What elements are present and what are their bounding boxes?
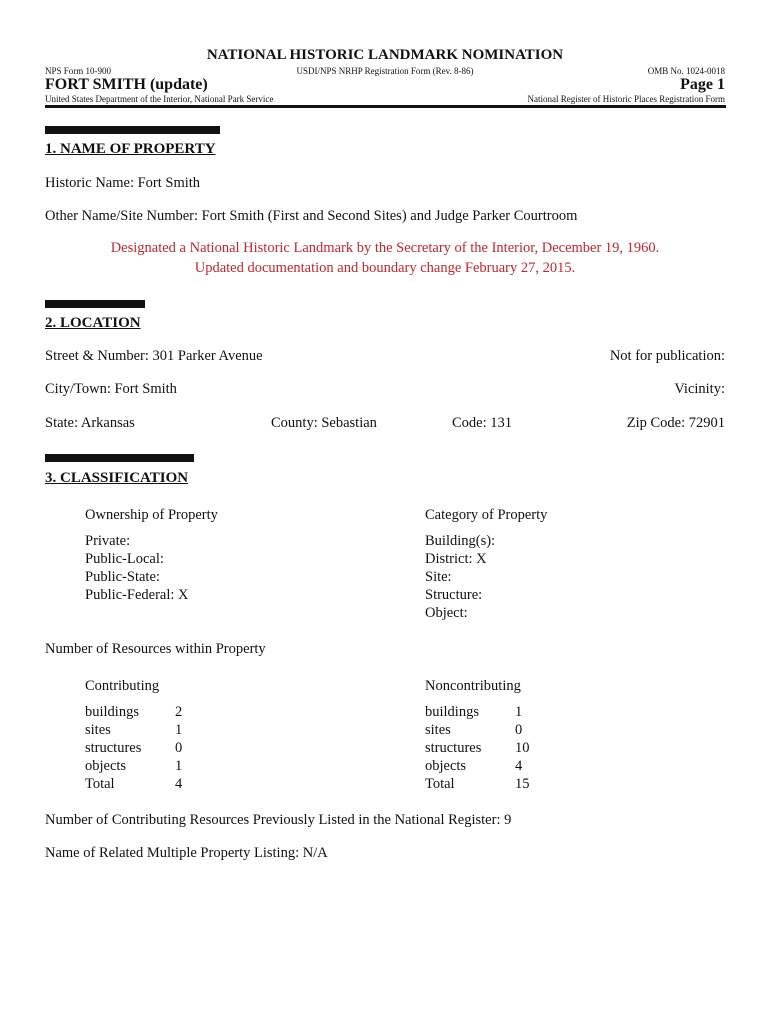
resource-label: sites: [85, 722, 111, 738]
form-revision: USDI/NPS NRHP Registration Form (Rev. 8-86): [296, 66, 474, 76]
category-item: District: X: [425, 551, 487, 567]
property-name-header: FORT SMITH (update): [45, 76, 208, 93]
ownership-item: Public-Local:: [85, 551, 164, 567]
ownership-heading: Ownership of Property: [85, 507, 218, 523]
form-number: NPS Form 10-900: [45, 66, 112, 76]
contributing-row: [85, 721, 182, 739]
resource-label: objects: [425, 758, 467, 774]
agency-name: United States Department of the Interior, National Park Service: [45, 94, 274, 104]
noncontributing-row: [425, 775, 530, 793]
city-town: City/Town: Fort Smith: [45, 381, 177, 397]
historic-name: Historic Name: Fort Smith: [45, 175, 201, 191]
resource-count: 4: [515, 758, 523, 774]
contributing-row: [85, 703, 182, 721]
ownership-item: Public-Federal: X: [85, 587, 189, 603]
resource-count: 4: [175, 776, 183, 792]
resource-label: structures: [85, 740, 142, 756]
contributing-row: [85, 775, 182, 793]
resource-count: 1: [515, 704, 523, 720]
noncontributing-row: [425, 739, 530, 757]
contributing-row: [85, 739, 182, 757]
resource-count: 15: [515, 776, 530, 792]
resource-label: buildings: [85, 704, 139, 720]
section-title-name: 1. NAME OF PROPERTY: [45, 141, 216, 157]
county: County: Sebastian: [271, 415, 377, 431]
resource-count: 1: [175, 722, 183, 738]
form-name: National Register of Historic Places Registration Form: [527, 94, 725, 104]
page-number: Page 1: [680, 76, 725, 93]
resource-label: Total: [425, 776, 455, 792]
resource-label: objects: [85, 758, 127, 774]
omb-number: OMB No. 1024-0018: [647, 66, 725, 76]
street-number: Street & Number: 301 Parker Avenue: [45, 348, 263, 364]
document-title: NATIONAL HISTORIC LANDMARK NOMINATION: [206, 47, 564, 63]
category-heading: Category of Property: [425, 507, 548, 523]
noncontributing-list: [425, 703, 530, 793]
designation-note: Designated a National Historic Landmark by the Secretary of the Interior, December 19, 1960.: [110, 240, 660, 256]
header-divider: [45, 105, 726, 108]
noncontributing-row: [425, 721, 530, 739]
section-title-location: 2. LOCATION: [45, 315, 141, 331]
resource-count: 10: [515, 740, 530, 756]
category-item: Building(s):: [425, 533, 496, 549]
resource-label: sites: [425, 722, 451, 738]
section-title-classification: 3. CLASSIFICATION: [45, 470, 189, 486]
noncontributing-row: [425, 703, 530, 721]
resource-count: 1: [175, 758, 183, 774]
resource-count: 0: [515, 722, 523, 738]
other-name: Other Name/Site Number: Fort Smith (First and Second Sites) and Judge Parker Courtroom: [45, 208, 578, 224]
noncontributing-row: [425, 757, 530, 775]
not-for-publication: Not for publication:: [609, 348, 725, 364]
resource-count: 0: [175, 740, 183, 756]
category-item: Structure:: [425, 587, 483, 603]
contributing-heading: Contributing: [85, 678, 160, 694]
resource-label: buildings: [425, 704, 479, 720]
ownership-item: Private:: [85, 533, 131, 549]
vicinity: Vicinity:: [674, 381, 725, 397]
ownership-item: Public-State:: [85, 569, 160, 585]
ownership-list: [85, 532, 189, 604]
section-bar: [45, 126, 220, 134]
category-item: Site:: [425, 569, 452, 585]
county-code: Code: 131: [452, 415, 513, 431]
zip-code: Zip Code: 72901: [626, 415, 725, 431]
noncontributing-heading: Noncontributing: [425, 678, 521, 694]
resource-label: Total: [85, 776, 115, 792]
previously-listed: Number of Contributing Resources Previously Listed in the National Register: 9: [45, 812, 512, 828]
category-list: [425, 532, 495, 622]
state: State: Arkansas: [45, 415, 135, 431]
resource-count: 2: [175, 704, 183, 720]
category-item: Object:: [425, 605, 468, 621]
resources-heading: Number of Resources within Property: [45, 641, 266, 657]
resource-label: structures: [425, 740, 482, 756]
update-note: Updated documentation and boundary change February 27, 2015.: [194, 260, 576, 276]
contributing-list: [85, 703, 182, 793]
contributing-row: [85, 757, 182, 775]
section-bar: [45, 300, 145, 308]
related-listing: Name of Related Multiple Property Listing: N/A: [45, 845, 328, 861]
section-bar: [45, 454, 194, 462]
